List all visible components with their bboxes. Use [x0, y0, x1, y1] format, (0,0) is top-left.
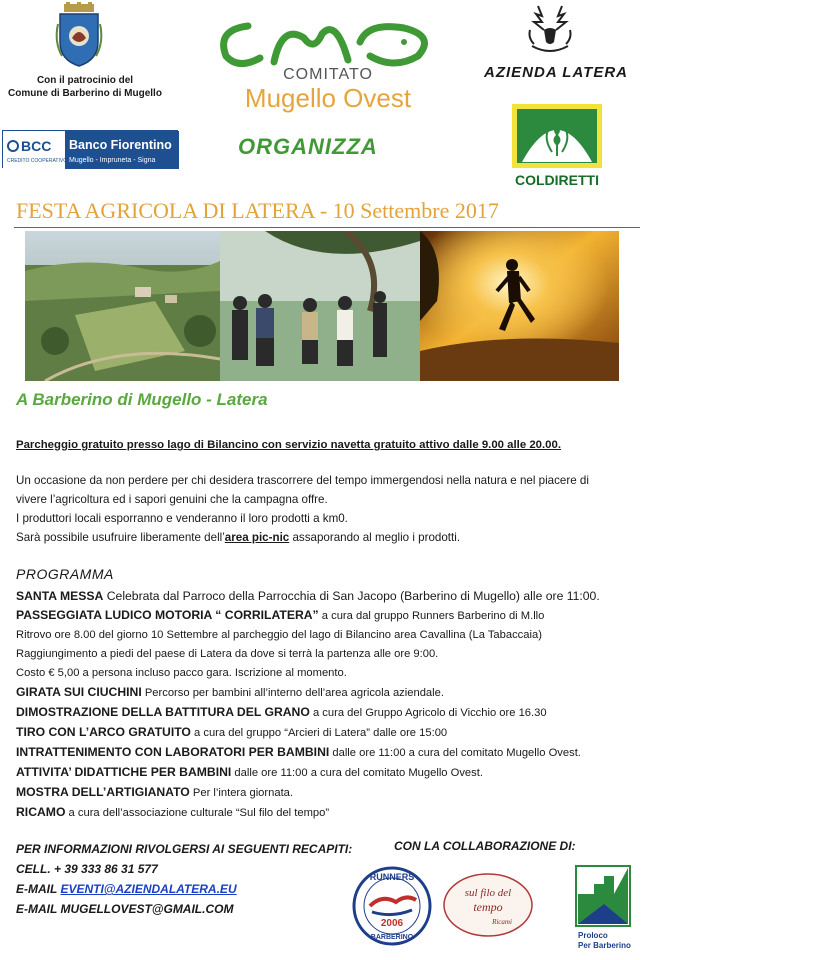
programma-item [16, 606, 666, 626]
patronage-caption [0, 74, 170, 100]
comune-crest-logo [52, 2, 106, 68]
contact-info [16, 839, 352, 919]
coldiretti-text: COLDIRETTI [515, 172, 599, 188]
description-line4-post: assaporando al meglio i prodotti. [289, 531, 461, 544]
runners-top-text: RUNNERS [369, 872, 415, 882]
parking-notice: Parcheggio gratuito presso lago di Bilancino con servizio navetta gratuito attivo dalle 9.00 alle 20.00. [16, 439, 562, 451]
item-detail: a cura dal gruppo Runners Barberino di M.llo [318, 610, 545, 622]
programma-heading: PROGRAMMA [16, 566, 114, 582]
runner-sunset-photo [420, 231, 619, 381]
programma-item [16, 743, 666, 763]
item-title: TIRO CON L’ARCO GRATUITO [16, 725, 191, 739]
aerial-farm-photo [25, 231, 220, 381]
proloco-line2-text: Per Barberino [578, 941, 631, 950]
proloco-barberino-logo [574, 864, 636, 950]
programma-detail-line: Raggiungimento a piedi del paese di Latera da dove si terrà la partenza alle ore 9:00. [16, 648, 439, 660]
contact-heading: PER INFORMAZIONI RIVOLGERSI AI SEGUENTI RECAPITI: [16, 842, 353, 856]
item-title: INTRATTENIMENTO CON LABORATORI PER BAMBINI [16, 745, 330, 759]
item-title: RICAMO [16, 805, 66, 819]
picnic-area-text: area pic-nic [224, 531, 290, 544]
cmo-mugello-text: Mugello Ovest [244, 83, 412, 113]
collaboration-heading: CON LA COLLABORAZIONE DI: [394, 839, 576, 853]
title-divider [14, 227, 640, 228]
item-detail: a cura del gruppo “Arcieri di Latera” dalle ore 15:00 [190, 727, 448, 739]
runners-year-text: 2006 [380, 918, 404, 929]
sul-filo-del-tempo-logo [442, 872, 534, 938]
photo-banner [25, 231, 619, 381]
page-title: FESTA AGRICOLA DI LATERA - 10 Settembre 2017 [16, 198, 499, 223]
item-title: DIMOSTRAZIONE DELLA BATTITURA DEL GRANO [16, 705, 310, 719]
stag-icon [520, 0, 580, 56]
location-subtitle: A Barberino di Mugello - Latera [16, 390, 268, 409]
contact-email1 [16, 879, 352, 899]
cmo-wordmark [208, 66, 448, 112]
bcc-short-text: BCC [21, 138, 52, 154]
programma-item [16, 783, 666, 803]
item-detail: Celebrata dal Parroco della Parrocchia di San Jacopo (Barberino di Mugello) alle ore 11:00. [103, 589, 600, 603]
item-detail: dalle ore 11:00 a cura del comitato Mugello Ovest. [329, 747, 581, 759]
description-line: I produttori locali esporranno e venderanno il loro prodotti a km0. [16, 512, 348, 525]
programma-item [16, 683, 666, 703]
azienda-latera-logo: AZIENDA LATERA [484, 64, 628, 81]
proloco-line1-text: Proloco [578, 931, 608, 940]
ricami-line1-text: sul filo del [464, 887, 512, 899]
runners-bottom-text: BARBERINO [370, 934, 414, 941]
bcc-sub-text: CREDITO COOPERATIVO [7, 158, 68, 164]
email-link[interactable]: EVENTI@AZIENDALATERA.EU [60, 882, 237, 896]
item-title: PASSEGGIATA LUDICO MOTORIA “ CORRILATERA” [16, 608, 319, 622]
programma-item [16, 723, 666, 743]
item-title: ATTIVITA’ DIDATTICHE PER BAMBINI [16, 765, 232, 779]
description-line: vivere l’agricoltura ed i sapori genuini che la campagna offre. [16, 493, 328, 506]
item-detail: Percorso per bambini all’interno dell’area agricola aziendale. [141, 687, 444, 699]
runners-barberino-logo [352, 866, 432, 946]
item-detail: Per l’intera giornata. [189, 787, 294, 799]
coldiretti-logo [512, 104, 602, 168]
programma-detail-line: Costo € 5,00 a persona incluso pacco gara. Iscrizione al momento. [16, 667, 347, 679]
programma-item [16, 587, 666, 606]
contact-cell: CELL. + 39 333 86 31 577 [16, 862, 158, 876]
email1-label: E-MAIL [16, 882, 61, 896]
programma-detail-line: Ritrovo ore 8.00 del giorno 10 Settembre al parcheggio del lago di Bilancino area Cavallina (La Tabaccaia) [16, 629, 542, 641]
organizza-heading: ORGANIZZA [238, 134, 378, 159]
description-line4-pre: Sarà possibile usufruire liberamente dell’ [16, 531, 225, 544]
bcc-name-text: Banco Fiorentino [69, 138, 172, 152]
crowd-event-photo [220, 231, 420, 381]
ricami-line2-text: tempo [473, 900, 503, 914]
item-detail: dalle ore 11:00 a cura del comitato Mugello Ovest. [231, 767, 483, 779]
patronage-line2: Comune di Barberino di Mugello [8, 88, 162, 99]
patronage-line1: Con il patrocinio del [36, 75, 134, 86]
item-title: MOSTRA DELL’ARTIGIANATO [16, 785, 190, 799]
event-description [16, 471, 636, 547]
item-detail: a cura dell’associazione culturale “Sul filo del tempo” [65, 807, 330, 819]
programma-list [16, 587, 666, 823]
bcc-places-text: Mugello - Impruneta - Signa [69, 157, 156, 164]
item-detail: a cura del Gruppo Agricolo di Vicchio ore 16.30 [309, 707, 547, 719]
programma-item [16, 703, 666, 723]
description-line [16, 528, 636, 547]
cmo-comitato-text: COMITATO [283, 66, 373, 83]
programma-item [16, 763, 666, 783]
description-line: Un occasione da non perdere per chi desidera trascorrere del tempo immergendosi nella natura e nel piacere di [16, 474, 589, 487]
item-title: GIRATA SUI CIUCHINI [16, 685, 142, 699]
contact-email2: E-MAIL MUGELLOVEST@GMAIL.COM [16, 902, 234, 916]
programma-item [16, 803, 666, 823]
ricami-line3-text: Ricami [492, 918, 512, 926]
item-title: SANTA MESSA [16, 589, 104, 603]
bcc-banco-fiorentino-logo [2, 130, 178, 168]
